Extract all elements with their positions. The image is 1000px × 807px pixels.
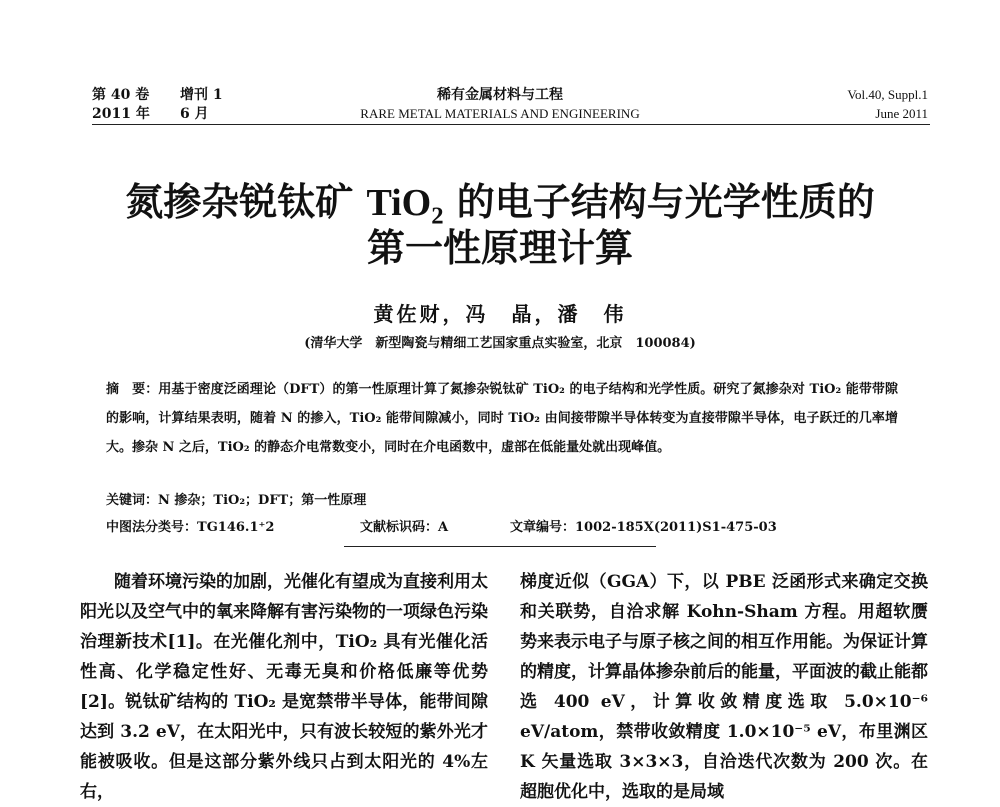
clc-number (106, 518, 274, 538)
doc-code (360, 518, 448, 538)
title-chem (366, 182, 444, 230)
title-part: 氮掺杂锐钛矿 (125, 179, 367, 224)
abstract-text: 用基于密度泛函理论（DFT）的第一性原理计算了氮掺杂锐钛矿 TiO₂ 的电子结构和光学性质。研究了氮掺杂对 TiO₂ 能带带隙的影响，计算结果表明，随着 N 的掺入，TiO₂ 能带间隙减小，同时 TiO₂ 由间接带隙半导体转变为直接带隙半导体，电子跃迁的几率增大。掺杂 N 之后，TiO₂ 的静态介电常数变小，同时在介电函数中，虚部在低能量处就出现峰值。 (106, 382, 898, 455)
header-month: 6 月 (180, 106, 209, 122)
title-part: 的电子结构与光学性质的 (443, 179, 875, 224)
header-date-en: June 2011 (875, 106, 928, 121)
body-right-column: 梯度近似（GGA）下，以 PBE 泛函形式来确定交换和关联势，自洽求解 Kohn-Sham 方程。用超软赝势来表示电子与原子核之间的相互作用能。为保证计算的精度，计算晶体掺杂前后的能量，平面波的截止能都选 400 eV，计算收敛精度选取 5.0×10⁻⁶ eV/atom，禁带收敛精度 1.0×10⁻⁵ eV，布里渊区 K 矢量选取 3×3×3，自洽迭代次数为 200 次。在超胞优化中，选取的是局域 (520, 572, 928, 802)
keywords-label: 关键词： (106, 493, 159, 508)
abstract-label: 摘 要： (106, 382, 159, 397)
authors: 黄佐财，冯 晶，潘 伟 (373, 302, 627, 326)
body-left-column: 随着环境污染的加剧，光催化有望成为直接利用太阳光以及空气中的氧来降解有害污染物的一项绿色污染治理新技术[1]。在光催化剂中，TiO₂ 具有光催化活性高、化学稳定性好、无毒无臭和价格低廉等优势[2]。锐钛矿结构的 TiO₂ 是宽禁带半导体，能带间隙达到 3.2 eV，在太阳光中，只有波长较短的紫外光才能被吸收。但是这部分紫外线只占到太阳光的 4%左右， (80, 572, 488, 802)
header-rule (92, 124, 930, 125)
journal-title-cn: 稀有金属材料与工程 (437, 87, 563, 103)
title-chem-sub: 2 (431, 202, 444, 230)
affiliation: (清华大学 新型陶瓷与精细工艺国家重点实验室，北京 100084) (304, 336, 696, 351)
header-volume-en: Vol.40, Suppl.1 (847, 87, 928, 102)
paper-title-line2: 第一性原理计算 (366, 225, 633, 270)
header-volume: 第 40 卷 (92, 87, 150, 103)
doc-label: 文献标识码： (360, 520, 439, 535)
journal-title-en: RARE METAL MATERIALS AND ENGINEERING (360, 106, 640, 121)
clc-value: TG146.1⁺2 (197, 520, 275, 535)
abstract (106, 375, 898, 462)
clc-label: 中图法分类号： (106, 520, 198, 535)
title-chem-text: TiO (366, 182, 432, 224)
header-year: 2011 年 (92, 106, 150, 122)
article-number (510, 518, 777, 538)
section-divider (344, 546, 656, 547)
header-issue: 增刊 1 (180, 87, 223, 103)
article-label: 文章编号： (510, 520, 576, 535)
keywords (106, 491, 366, 511)
doc-value: A (438, 520, 449, 535)
keywords-text: N 掺杂；TiO₂；DFT；第一性原理 (158, 493, 367, 508)
article-value: 1002-185X(2011)S1-475-03 (575, 520, 777, 535)
